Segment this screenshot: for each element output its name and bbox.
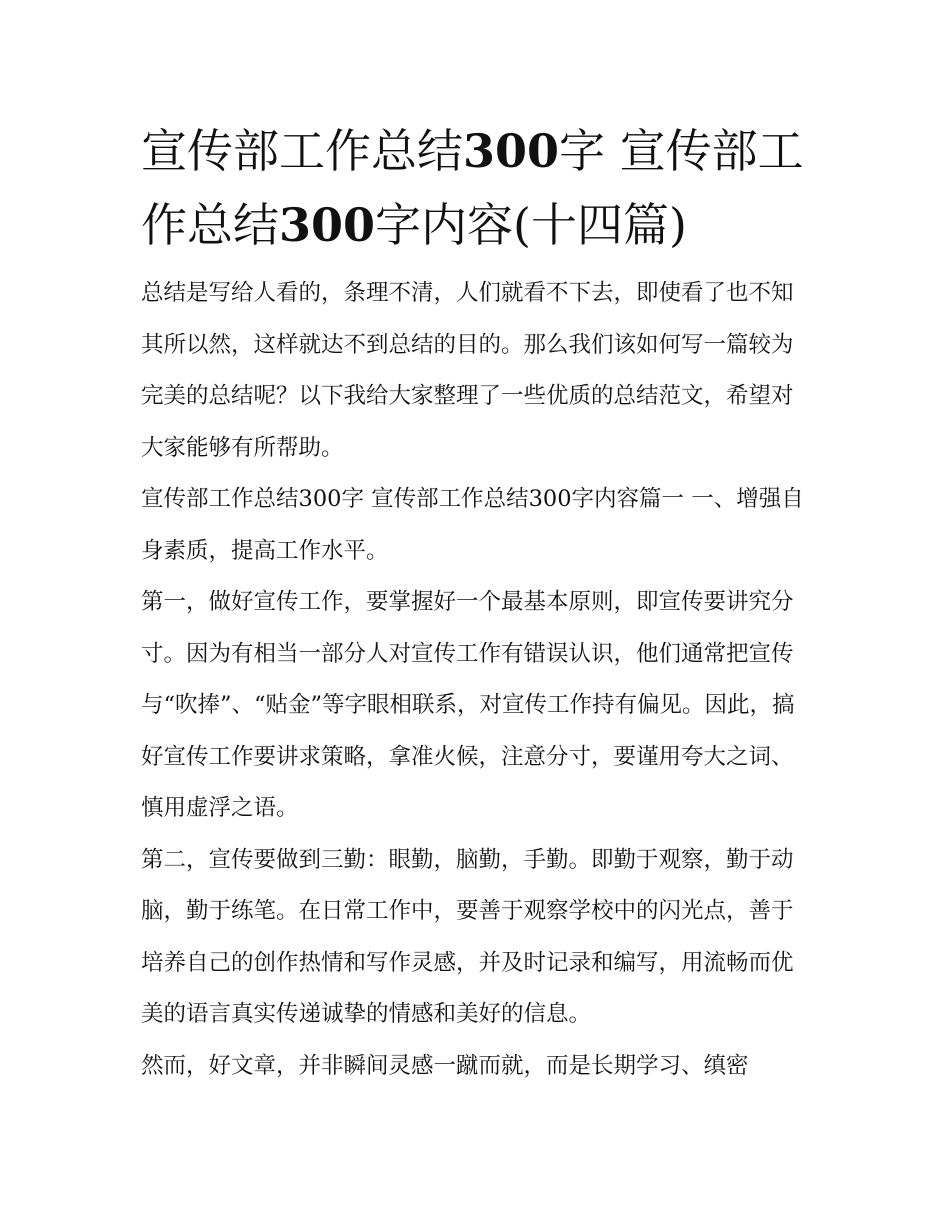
body-paragraph-first: 第一，做好宣传工作，要掌握好一个最基本原则，即宣传要讲究分寸。因为有相当一部分人对宣传工作有错误认识，他们通常把宣传与“吹捧”、“贴金”等字眼相联系，对宣传工作持有偏见。因此，搞好宣传工作要讲求策略，拿准火候，注意分寸，要谨用夸大之词、慎用虚浮之语。 (141, 589, 795, 821)
body-paragraph-third: 然而，好文章，并非瞬间灵感一蹴而就，而是长期学习、缜密 (141, 1052, 749, 1079)
title-part-1: 宣传部工作总结 (141, 124, 463, 178)
title-part-2: 字 宣传部工作总结 (141, 124, 804, 252)
section-heading-paragraph: 宣传部工作总结300字 宣传部工作总结300字内容篇一 一、增强自身素质，提高工作水平。 (141, 486, 804, 564)
document-body (141, 114, 813, 1092)
body-paragraph-second: 第二，宣传要做到三勤：眼勤，脑勤，手勤。即勤于观察，勤于动脑，勤于练笔。在日常工作中，要善于观察学校中的闪光点，善于培养自己的创作热情和写作灵感，并及时记录和编写，用流畅而优美的语言真实传递诚挚的情感和美好的信息。 (141, 846, 794, 1027)
title-number-1: 300 (463, 124, 560, 178)
title-part-3: 字内容(十四篇) (375, 198, 687, 252)
title-number-2: 300 (279, 198, 376, 252)
intro-paragraph: 总结是写给人看的，条理不清，人们就看不下去，即使看了也不知其所以然，这样就达不到总结的目的。那么我们该如何写一篇较为完美的总结呢？以下我给大家整理了一些优质的总结范文，希望对大家能够有所帮助。 (141, 280, 794, 461)
document-title (141, 114, 813, 262)
